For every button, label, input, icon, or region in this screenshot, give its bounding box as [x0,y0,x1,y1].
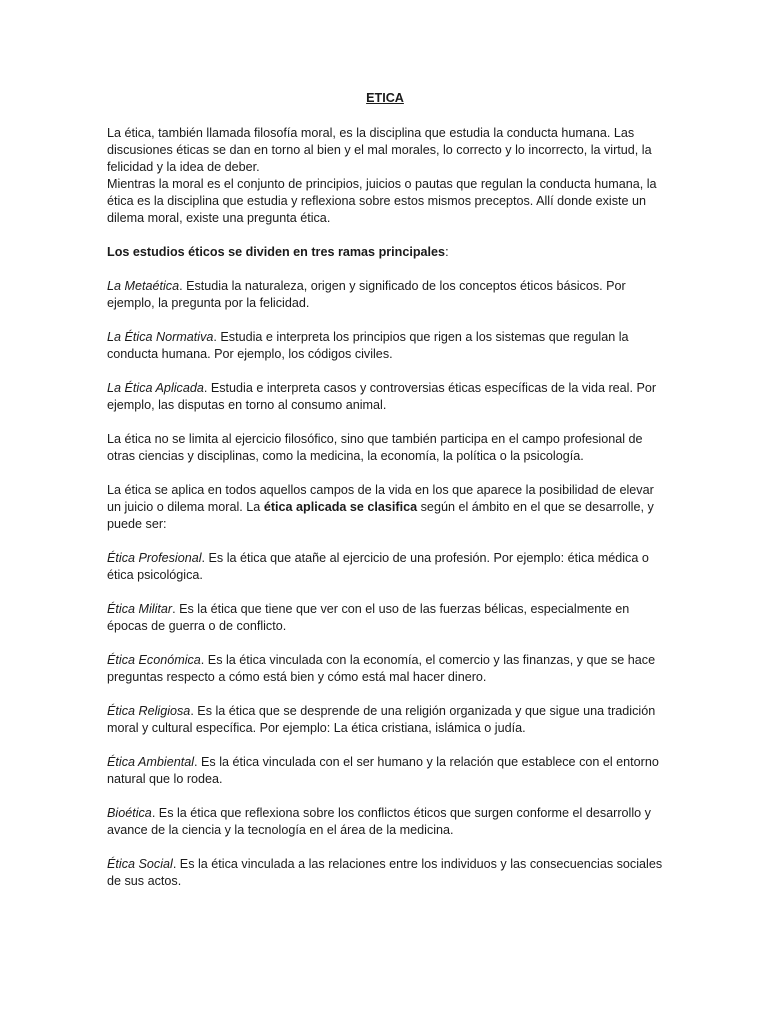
type-text: . Es la ética vinculada con el ser humano y la relación que establece con el entorno natural que lo rodea. [107,755,659,786]
applied-intro-paragraph [107,482,663,533]
type-term: Ética Religiosa [107,704,191,718]
document-page [107,90,663,907]
type-item-militar [107,601,663,635]
type-text: . Es la ética vinculada a las relaciones entre los individuos y las consecuencias sociales de sus actos. [107,857,663,888]
type-term: Ética Económica [107,653,201,667]
branch-text: . Estudia e interpreta casos y controversias éticas específicas de la vida real. Por ejemplo, las disputas en torno al consumo animal. [107,381,657,412]
branch-item-metaetica [107,278,663,312]
branch-text: . Estudia la naturaleza, origen y significado de los conceptos éticos básicos. Por ejemplo, la pregunta por la felicidad. [107,279,626,310]
type-term: Bioética [107,806,152,820]
type-item-ambiental [107,754,663,788]
type-term: Ética Social [107,857,173,871]
professional-paragraph: La ética no se limita al ejercicio filosófico, sino que también participa en el campo profesional de otras ciencias y disciplinas, como la medicina, la economía, la política o la psicología. [107,432,643,463]
type-item-religiosa [107,703,663,737]
branch-term: La Metaética [107,279,180,293]
intro-paragraph-1: La ética, también llamada filosofía moral, es la disciplina que estudia la conducta humana. Las discusiones éticas se dan en torno al bien y el mal morales, lo correcto y lo incorrecto, la virtud, la felicidad y la idea de deber. [107,126,652,174]
type-text: . Es la ética vinculada con la economía, el comercio y las finanzas, y que se hace preguntas respecto a cómo está bien y cómo está mal hacer dinero. [107,653,656,684]
type-term: Ética Militar [107,602,173,616]
branches-heading [107,244,663,261]
type-item-social [107,856,663,890]
branches-heading-text: Los estudios éticos se dividen en tres ramas principales [107,245,446,259]
branch-text: . Estudia e interpreta los principios que rigen a los sistemas que regulan la conducta humana. Por ejemplo, los códigos civiles. [107,330,629,361]
branch-term: La Ética Normativa [107,330,214,344]
type-item-profesional [107,550,663,584]
branch-item-normativa [107,329,663,363]
type-text: . Es la ética que atañe al ejercicio de una profesión. Por ejemplo: ética médica o ética psicológica. [107,551,649,582]
type-term: Ética Profesional [107,551,202,565]
branches-heading-colon: : [445,245,449,259]
document-title: ETICA [366,91,404,105]
type-item-bioetica [107,805,663,839]
type-term: Ética Ambiental [107,755,195,769]
branch-term: La Ética Aplicada [107,381,204,395]
type-text: . Es la ética que tiene que ver con el uso de las fuerzas bélicas, especialmente en épocas de guerra o de conflicto. [107,602,630,633]
branch-item-aplicada [107,380,663,414]
applied-intro-before: La ética se aplica en todos aquellos campos de la vida en los que aparece la posibilidad de elevar un juicio o dilema moral. La [107,483,654,514]
applied-intro-bold: ética aplicada se clasifica [263,500,418,514]
applied-intro-after: según el ámbito en el que se desarrolle, y puede ser: [107,500,654,531]
intro-paragraph-2: Mientras la moral es el conjunto de principios, juicios o pautas que regulan la conducta humana, la ética es la disciplina que estudia y reflexiona sobre estos mismos preceptos. Allí donde existe un dilema moral, existe una pregunta ética. [107,177,657,225]
type-item-economica [107,652,663,686]
type-text: . Es la ética que reflexiona sobre los conflictos éticos que surgen conforme el desarrollo y avance de la ciencia y la tecnología en el área de la medicina. [107,806,651,837]
type-text: . Es la ética que se desprende de una religión organizada y que sigue una tradición moral y cultural específica. Por ejemplo: La ética cristiana, islámica o judía. [107,704,656,735]
